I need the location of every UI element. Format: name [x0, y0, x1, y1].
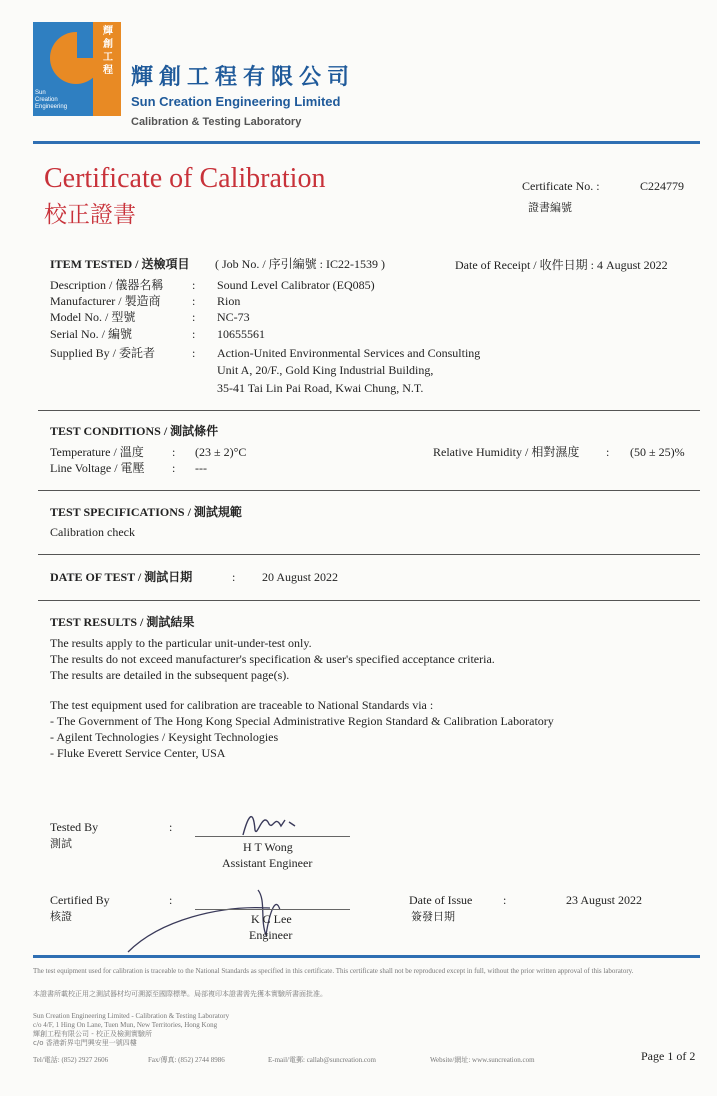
certificate-title-zh: 校正證書: [44, 202, 136, 228]
specs-heading: TEST SPECIFICATIONS / 測試規範: [50, 505, 242, 519]
item-colon: :: [192, 294, 196, 308]
logo-vertical-text: 輝 創 工 程: [103, 26, 113, 76]
tested-signature-line: [195, 836, 350, 837]
section-divider: [38, 554, 700, 555]
date-of-issue-label-zh: 簽發日期: [411, 910, 455, 923]
item-tested-heading: ITEM TESTED / 送檢項目: [50, 257, 190, 271]
temperature-label: Temperature / 溫度: [50, 445, 144, 459]
footer-address-line: Sun Creation Engineering Limited - Calibration & Testing Laboratory: [33, 1012, 230, 1020]
result-line: The results are detailed in the subsequent page(s).: [50, 668, 290, 682]
item-label: Serial No. / 編號: [50, 327, 132, 341]
temperature-value: (23 ± 2)°C: [195, 445, 247, 459]
voltage-value: ---: [195, 461, 207, 475]
result-line: The results apply to the particular unit-under-test only.: [50, 636, 312, 650]
certified-by-label: Certified By: [50, 893, 110, 907]
result-line: The results do not exceed manufacturer's specification & user's specified acceptance criteria.: [50, 652, 495, 666]
traceability-item: - Agilent Technologies / Keysight Technologies: [50, 730, 279, 744]
item-value: Action-United Environmental Services and Consulting: [217, 346, 481, 360]
section-divider: [38, 490, 700, 491]
footer-rule: [33, 955, 700, 958]
logo-small-text: Sun Creation Engineering: [35, 90, 68, 110]
footer-address-line: 輝創工程有限公司 - 校正及檢測實驗所: [33, 1030, 152, 1038]
certificate-title: Certificate of Calibration: [44, 163, 326, 194]
tested-by-label: Tested By: [50, 820, 99, 834]
tested-signature: [235, 800, 325, 845]
section-divider: [38, 410, 700, 411]
footer-address-line: c/o 香港新界屯門興安里一號四樓: [33, 1039, 137, 1047]
job-number: ( Job No. / 序引編號 : IC22-1539 ): [215, 257, 385, 271]
company-name-zh: 輝創工程有限公司: [131, 65, 356, 90]
date-of-receipt: Date of Receipt / 收件日期 : 4 August 2022: [455, 258, 668, 272]
cert-no-label: Certificate No. :: [522, 179, 600, 193]
item-value: NC-73: [217, 310, 250, 324]
item-label: Manufacturer / 製造商: [50, 294, 161, 308]
cert-no-label-zh: 證書編號: [528, 201, 572, 214]
traceability-item: - Fluke Everett Service Center, USA: [50, 746, 226, 760]
company-name-en: Sun Creation Engineering Limited: [131, 94, 341, 109]
date-of-test-colon: :: [232, 570, 236, 584]
results-heading: TEST RESULTS / 測試結果: [50, 615, 195, 629]
item-label: Description / 儀器名稱: [50, 278, 164, 292]
humidity-value: (50 ± 25)%: [630, 445, 685, 459]
footer-address-line: c/o 4/F, 1 Hing On Lane, Tuen Mun, New Territories, Hong Kong: [33, 1021, 218, 1029]
item-value: Rion: [217, 294, 241, 308]
lab-name: Calibration & Testing Laboratory: [131, 116, 302, 128]
tested-by-colon: :: [169, 820, 173, 834]
item-label: Supplied By / 委託者: [50, 346, 156, 360]
footer-website: Website/網址: www.suncreation.com: [430, 1056, 535, 1064]
tested-by-title: Assistant Engineer: [222, 856, 313, 870]
item-value: Sound Level Calibrator (EQ085): [217, 278, 375, 292]
date-of-test-heading: DATE OF TEST / 測試日期: [50, 570, 193, 584]
conditions-heading: TEST CONDITIONS / 測試條件: [50, 424, 219, 438]
traceability-intro: The test equipment used for calibration are traceable to National Standards via :: [50, 698, 434, 712]
item-colon: :: [192, 310, 196, 324]
date-of-issue-value: 23 August 2022: [566, 893, 643, 907]
item-label: Model No. / 型號: [50, 310, 136, 324]
certified-by-name: K C Lee: [251, 912, 292, 926]
temperature-colon: :: [172, 445, 176, 459]
footer-email: E-mail/電郵: callab@suncreation.com: [268, 1056, 376, 1064]
section-divider: [38, 600, 700, 601]
humidity-label: Relative Humidity / 相對濕度: [433, 445, 580, 459]
voltage-colon: :: [172, 461, 176, 475]
certified-signature-line: [195, 909, 350, 910]
item-value: 10655561: [217, 327, 265, 341]
item-colon: :: [192, 278, 196, 292]
cert-no-value: C224779: [640, 179, 685, 193]
specs-text: Calibration check: [50, 525, 135, 539]
certified-by-colon: :: [169, 893, 173, 907]
tested-by-name: H T Wong: [243, 840, 293, 854]
page-number: Page 1 of 2: [641, 1049, 696, 1063]
certified-by-label-zh: 核證: [50, 910, 72, 923]
item-colon: :: [192, 346, 196, 360]
address-line: Unit A, 20/F., Gold King Industrial Building,: [217, 363, 434, 377]
date-of-test-value: 20 August 2022: [262, 570, 339, 584]
traceability-item: - The Government of The Hong Kong Special Administrative Region Standard & Calibration Laboratory: [50, 714, 554, 728]
footer-note-zh: 本證書所載校正用之測試器材均可溯源至國際標準。局部複印本證書需先獲本實驗所書面批准。: [33, 990, 327, 998]
date-of-issue-colon: :: [503, 893, 507, 907]
certified-by-title: Engineer: [249, 928, 293, 942]
address-line: 35-41 Tai Lin Pai Road, Kwai Chung, N.T.: [217, 381, 424, 395]
header-rule: [33, 141, 700, 144]
footer-note-en: The test equipment used for calibration is traceable to the National Standards as specified in this certificate. This certificate shall not be reproduced except in full, without the prior written approval of this laboratory.: [33, 967, 634, 975]
footer-tel: Tel/電話: (852) 2927 2606: [33, 1056, 109, 1064]
date-of-issue-label: Date of Issue: [409, 893, 473, 907]
humidity-colon: :: [606, 445, 610, 459]
item-colon: :: [192, 327, 196, 341]
tested-by-label-zh: 測試: [50, 837, 72, 850]
certified-signature: [120, 880, 360, 955]
footer-fax: Fax/傳真: (852) 2744 8986: [148, 1056, 225, 1064]
voltage-label: Line Voltage / 電壓: [50, 461, 145, 475]
